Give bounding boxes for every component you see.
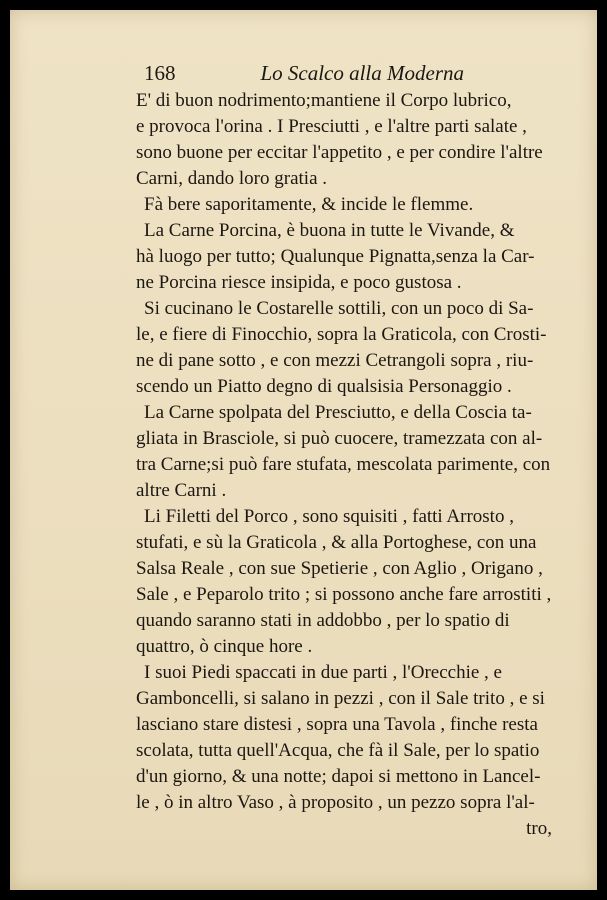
text-line: Sale , e Peparolo trito ; si possono anche fare arrostiti , <box>136 584 552 605</box>
text-line: scendo un Piatto degno di qualsisia Personaggio . <box>136 376 512 397</box>
text-line: Salsa Reale , con sue Spetierie , con Aglio , Origano , <box>136 558 543 579</box>
text-line: Si cucinano le Costarelle sottili, con un poco di Sa- <box>144 298 534 319</box>
text-line: d'un giorno, & una notte; dapoi si mettono in Lancel- <box>136 766 541 787</box>
text-line: ne di pane sotto , e con mezzi Cetrangoli sopra , riu- <box>136 350 534 371</box>
page-number: 168 <box>144 61 176 85</box>
text-line: lasciano stare distesi , sopra una Tavola , finche resta <box>136 714 538 735</box>
book-page <box>10 10 597 890</box>
text-line: le, e fiere di Finocchio, sopra la Graticola, con Crosti- <box>136 324 547 345</box>
text-line: le , ò in altro Vaso , à proposito , un pezzo sopra l'al- <box>136 792 535 813</box>
text-line: Carni, dando loro gratia . <box>136 168 328 189</box>
text-line: Fà bere saporitamente, & incide le flemme. <box>144 194 474 215</box>
text-line: quattro, ò cinque hore . <box>136 636 313 657</box>
text-line: tra Carne;si può fare stufata, mescolata parimente, con <box>136 454 551 475</box>
text-line: sono buone per eccitar l'appetito , e per condire l'altre <box>136 142 543 163</box>
running-title: Lo Scalco alla Moderna <box>260 61 464 85</box>
text-line: E' di buon nodrimento;mantiene il Corpo lubrico, <box>136 90 512 111</box>
text-line: Gamboncelli, si salano in pezzi , con il Sale trito , e si <box>136 688 545 709</box>
text-line: La Carne spolpata del Presciutto, e della Coscia ta- <box>144 402 532 423</box>
text-line: La Carne Porcina, è buona in tutte le Vivande, & <box>144 220 515 241</box>
text-line: hà luogo per tutto; Qualunque Pignatta,senza la Car- <box>136 246 535 267</box>
catchword: tro, <box>526 818 552 839</box>
text-line: altre Carni . <box>136 480 227 501</box>
text-line: quando saranno stati in addobbo , per lo spatio di <box>136 610 510 631</box>
text-line: gliata in Brasciole, si può cuocere, tramezzata con al- <box>136 428 543 449</box>
body-text <box>10 10 597 890</box>
text-line: Li Filetti del Porco , sono squisiti , fatti Arrosto , <box>144 506 514 527</box>
text-line: scolata, tutta quell'Acqua, che fà il Sale, per lo spatio <box>136 740 540 761</box>
text-line: I suoi Piedi spaccati in due parti , l'Orecchie , e <box>144 662 502 683</box>
text-line: ne Porcina riesce insipida, e poco gustosa . <box>136 272 462 293</box>
text-line: e provoca l'orina . I Presciutti , e l'altre parti salate , <box>136 116 527 137</box>
text-line: stufati, e sù la Graticola , & alla Portoghese, con una <box>136 532 537 553</box>
